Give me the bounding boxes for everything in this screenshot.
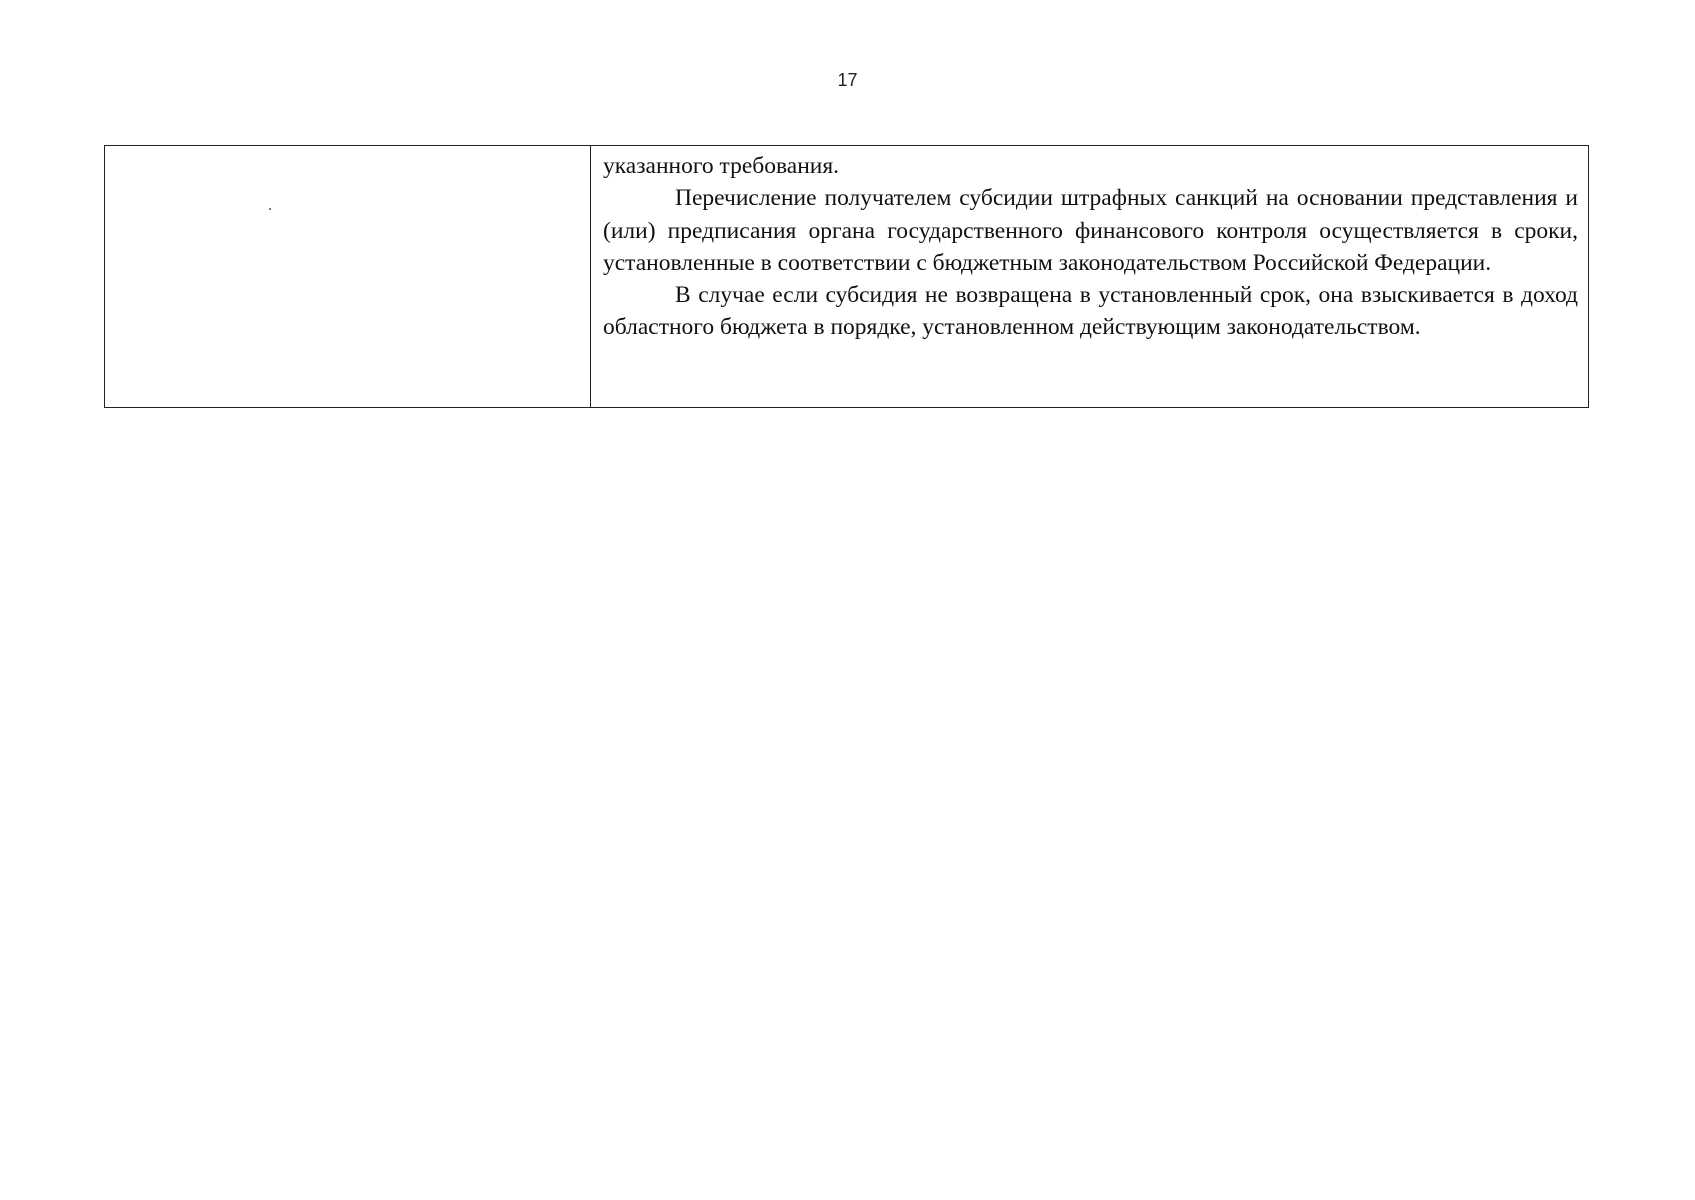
page-number: 17	[837, 70, 858, 90]
table-cell-right	[591, 146, 1588, 407]
paragraph-penalty-transfer: Перечисление получателем субсидии штрафных санкций на основании представления и (или) предписания органа государственного финансового контроля осуществляется в сроки, установленные в соответствии с бюджетным законодательством Российской Федерации.	[603, 185, 1578, 276]
table-cell-left	[105, 146, 591, 407]
paragraph-continuation: указанного требования.	[603, 153, 840, 179]
scan-speck	[269, 208, 271, 210]
document-table	[104, 145, 1589, 408]
paragraph-subsidy-recovery: В случае если субсидия не возвращена в установленный срок, она взыскивается в доход областного бюджета в порядке, установленном действующим законодательством.	[603, 282, 1578, 341]
